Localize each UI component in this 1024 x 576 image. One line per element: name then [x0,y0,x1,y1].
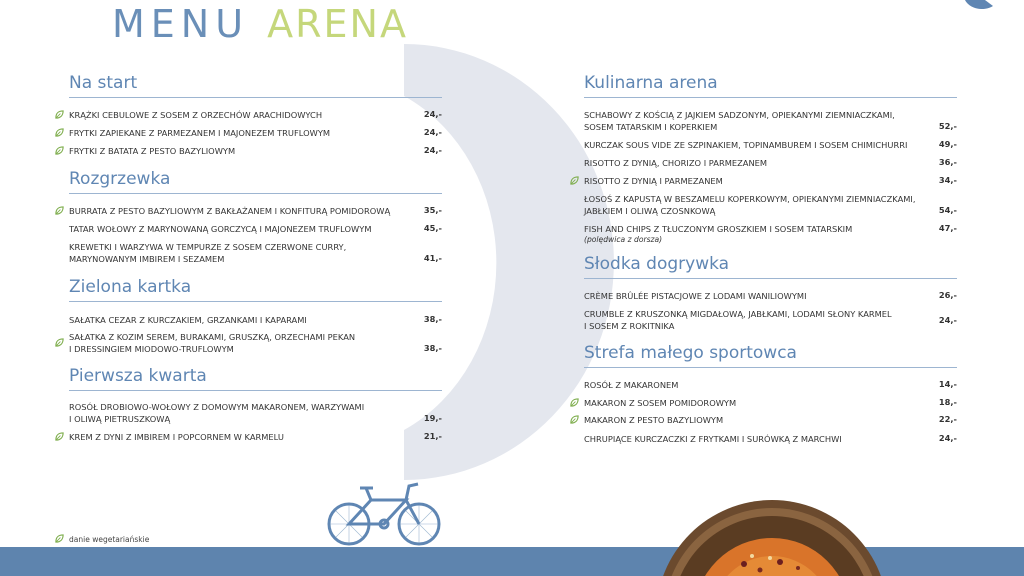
soup-plate-image [652,498,892,576]
menu-item: KRĄŻKI CEBULOWE Z SOSEM Z ORZECHÓW ARACHIDOWYCH [69,110,323,120]
menu-item-price: 14,- [938,379,957,389]
menu-item: KURCZAK SOUS VIDE ZE SZPINAKIEM, TOPINAMBUREM I SOSEM CHIMICHURRI [584,140,908,150]
leaf-icon [55,128,64,137]
menu-item-price: 54,- [938,205,957,215]
menu-item-price: 26,- [938,290,957,300]
menu-item: ROSÓŁ Z MAKARONEM [584,380,679,390]
menu-item: SAŁATKA CEZAR Z KURCZAKIEM, GRZANKAMI I KAPARAMI [69,315,307,325]
menu-item: KREWETKI I WARZYWA W TEMPURZE Z SOSEM CZERWONE CURRY, MARYNOWANYM IMBIREM I SEZAMEM [69,242,347,264]
leaf-icon [55,206,64,215]
menu-item-price: 47,- [938,223,957,233]
menu-item: SCHABOWY Z KOŚCIĄ Z JAJKIEM SADZONYM, OPIEKANYMI ZIEMNIACZKAMI, SOSEM TATARSKIM I KOPERKIEM [584,110,895,132]
corner-logo-decoration [955,0,1000,20]
leaf-icon [570,176,579,185]
menu-item-price: 22,- [938,414,957,424]
menu-item-price: 49,- [938,139,957,149]
menu-item: TATAR WOŁOWY Z MARYNOWANĄ GORCZYCĄ I MAJONEZEM TRUFLOWYM [69,224,372,234]
leaf-icon [55,338,64,347]
bicycle-icon [326,478,444,548]
leaf-icon [55,146,64,155]
menu-item: FISH AND CHIPS Z TŁUCZONYM GROSZKIEM I SOSEM TATARSKIM (polędwica z dorsza) [584,223,924,244]
menu-item: ŁOSOŚ Z KAPUSTĄ W BESZAMELU KOPERKOWYM, OPIEKANYMI ZIEMNIACZKAMI, JABŁKIEM I OLIWĄ CZOSNKOWĄ [584,194,916,216]
menu-item-price: 38,- [423,343,442,353]
menu-item: MAKARON Z PESTO BAZYLIOWYM [584,415,724,425]
menu-item-note: (polędwica z dorsza) [584,235,663,244]
menu-item-price: 24,- [423,109,442,119]
menu-item: CRUMBLE Z KRUSZONKĄ MIGDAŁOWĄ, JABŁKAMI, LODAMI SŁONY KARMEL I SOSEM Z ROKITNIKA [584,309,892,331]
menu-item-price: 24,- [423,127,442,137]
menu-item: FRYTKI Z BATATA Z PESTO BAZYLIOWYM [69,146,236,156]
section-title-rozgrzewka: Rozgrzewka [69,169,171,189]
title-word-menu: MENU [112,2,250,46]
title-word-arena: ARENA [267,2,408,46]
menu-item-price: 52,- [938,121,957,131]
menu-item-price: 34,- [938,175,957,185]
leaf-icon [55,534,64,543]
menu-item-price: 38,- [423,314,442,324]
menu-item: RISOTTO Z DYNIĄ I PARMEZANEM [584,176,723,186]
section-divider [69,301,442,302]
leaf-icon [570,415,579,424]
menu-item: ROSÓŁ DROBIOWO-WOŁOWY Z DOMOWYM MAKARONEM, WARZYWAMI I OLIWĄ PIETRUSZKOWĄ [69,402,365,424]
page-title [112,2,408,46]
menu-item-price: 24,- [938,315,957,325]
menu-item-price: 19,- [423,413,442,423]
menu-item: CHRUPIĄCE KURCZACZKI Z FRYTKAMI I SURÓWKĄ Z MARCHWI [584,434,842,444]
section-title-na-start: Na start [69,73,138,93]
leaf-icon [55,432,64,441]
section-title-pierwsza-kwarta: Pierwsza kwarta [69,366,207,386]
menu-item-price: 45,- [423,223,442,233]
legend-vegetarian: danie wegetariańskie [69,535,150,544]
section-divider [584,367,957,368]
menu-item: BURRATA Z PESTO BAZYLIOWYM Z BAKŁAŻANEM I KONFITURĄ POMIDOROWĄ [69,206,391,216]
section-divider [69,97,442,98]
section-divider [69,193,442,194]
section-title-strefa-sportowca: Strefa małego sportowca [584,343,797,363]
section-divider [69,390,442,391]
menu-item: RISOTTO Z DYNIĄ, CHORIZO I PARMEZANEM [584,158,768,168]
menu-item: KREM Z DYNI Z IMBIREM I POPCORNEM W KARMELU [69,432,284,442]
menu-item: SAŁATKA Z KOZIM SEREM, BURAKAMI, GRUSZKĄ, ORZECHAMI PEKAN I DRESSINGIEM MIODOWO-TRUFLOWYM [69,332,356,354]
menu-item-price: 41,- [423,253,442,263]
menu-item: FRYTKI ZAPIEKANE Z PARMEZANEM I MAJONEZEM TRUFLOWYM [69,128,331,138]
menu-item-price: 35,- [423,205,442,215]
menu-item: CRÈME BRÛLÉE PISTACJOWE Z LODAMI WANILIOWYMI [584,291,807,301]
leaf-icon [55,110,64,119]
menu-item: MAKARON Z SOSEM POMIDOROWYM [584,398,737,408]
section-title-kulinarna-arena: Kulinarna arena [584,73,718,93]
section-divider [584,97,957,98]
menu-item-price: 36,- [938,157,957,167]
menu-item-price: 21,- [423,431,442,441]
menu-item-price: 24,- [423,145,442,155]
menu-item-price: 24,- [938,433,957,443]
section-title-slodka-dogrywka: Słodka dogrywka [584,254,730,274]
section-title-zielona-kartka: Zielona kartka [69,277,192,297]
section-divider [584,278,957,279]
leaf-icon [570,398,579,407]
menu-item-price: 18,- [938,397,957,407]
